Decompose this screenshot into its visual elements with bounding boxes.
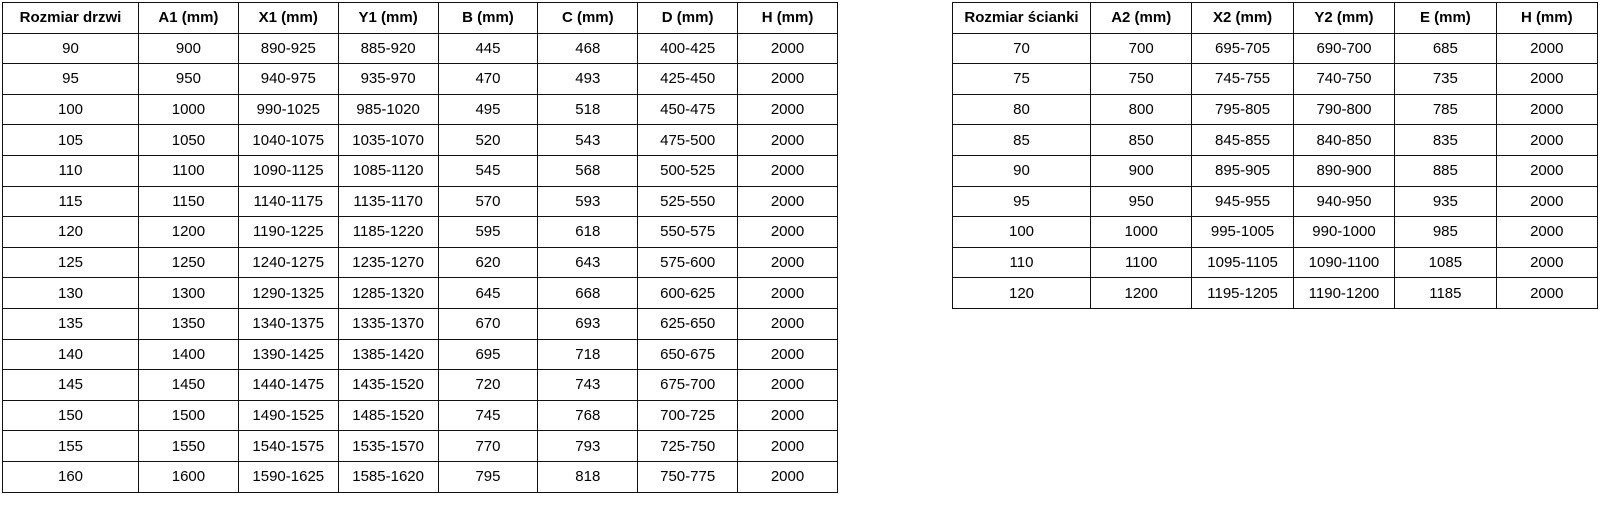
table-cell: 2000 <box>1496 94 1597 125</box>
table-cell: 1250 <box>139 247 239 278</box>
table-cell: 450-475 <box>638 94 738 125</box>
table-cell: 718 <box>538 339 638 370</box>
table-cell: 985-1020 <box>338 94 438 125</box>
table-row <box>3 400 838 431</box>
column-header: Y2 (mm) <box>1293 3 1394 34</box>
table-cell: 425-450 <box>638 64 738 95</box>
table-cell: 470 <box>438 64 538 95</box>
table-cell: 2000 <box>738 400 838 431</box>
table-cell: 1135-1170 <box>338 186 438 217</box>
table-cell: 1285-1320 <box>338 278 438 309</box>
table-cell: 1035-1070 <box>338 125 438 156</box>
table-cell: 645 <box>438 278 538 309</box>
table-cell: 618 <box>538 217 638 248</box>
table-row <box>3 461 838 492</box>
table-cell: 1040-1075 <box>238 125 338 156</box>
table-cell: 2000 <box>1496 217 1597 248</box>
column-header: D (mm) <box>638 3 738 34</box>
table-cell: 835 <box>1395 125 1496 156</box>
table-cell: 120 <box>953 278 1091 309</box>
table-cell: 2000 <box>738 125 838 156</box>
table-cell: 525-550 <box>638 186 738 217</box>
table-row <box>3 339 838 370</box>
table-cell: 1200 <box>139 217 239 248</box>
table-cell: 2000 <box>738 64 838 95</box>
table-cell: 2000 <box>738 308 838 339</box>
column-header: X1 (mm) <box>238 3 338 34</box>
table-cell: 1240-1275 <box>238 247 338 278</box>
table-cell: 2000 <box>738 247 838 278</box>
column-header: C (mm) <box>538 3 638 34</box>
table-cell: 670 <box>438 308 538 339</box>
table-row <box>3 431 838 462</box>
table-cell: 1300 <box>139 278 239 309</box>
table-cell: 2000 <box>738 339 838 370</box>
table-cell: 1185 <box>1395 278 1496 309</box>
table-cell: 1050 <box>139 125 239 156</box>
table-cell: 1540-1575 <box>238 431 338 462</box>
table-cell: 1600 <box>139 461 239 492</box>
table-cell: 1350 <box>139 308 239 339</box>
table-cell: 1090-1125 <box>238 155 338 186</box>
table-cell: 2000 <box>1496 247 1597 278</box>
table-cell: 1085-1120 <box>338 155 438 186</box>
table-cell: 785 <box>1395 94 1496 125</box>
table-cell: 818 <box>538 461 638 492</box>
table-cell: 1585-1620 <box>338 461 438 492</box>
table-cell: 1000 <box>139 94 239 125</box>
table-row <box>3 308 838 339</box>
table-cell: 2000 <box>738 217 838 248</box>
table-row <box>3 64 838 95</box>
table-cell: 725-750 <box>638 431 738 462</box>
table-row <box>953 155 1598 186</box>
table-cell: 155 <box>3 431 139 462</box>
table-cell: 735 <box>1395 64 1496 95</box>
table-cell: 543 <box>538 125 638 156</box>
door-size-table <box>2 2 838 493</box>
table-row <box>953 94 1598 125</box>
table-cell: 940-975 <box>238 64 338 95</box>
table-cell: 520 <box>438 125 538 156</box>
table-row <box>3 217 838 248</box>
table-cell: 2000 <box>1496 186 1597 217</box>
table-row <box>953 186 1598 217</box>
column-header: Y1 (mm) <box>338 3 438 34</box>
table-cell: 935-970 <box>338 64 438 95</box>
table-cell: 743 <box>538 370 638 401</box>
table-cell: 795 <box>438 461 538 492</box>
table-cell: 690-700 <box>1293 33 1394 64</box>
table-cell: 740-750 <box>1293 64 1394 95</box>
table-row <box>953 125 1598 156</box>
table-cell: 885 <box>1395 155 1496 186</box>
table-cell: 1440-1475 <box>238 370 338 401</box>
table-cell: 890-925 <box>238 33 338 64</box>
table-cell: 840-850 <box>1293 125 1394 156</box>
table-cell: 110 <box>3 155 139 186</box>
table-cell: 1385-1420 <box>338 339 438 370</box>
table-cell: 80 <box>953 94 1091 125</box>
table-cell: 935 <box>1395 186 1496 217</box>
table-cell: 945-955 <box>1192 186 1293 217</box>
table-cell: 895-905 <box>1192 155 1293 186</box>
table-cell: 2000 <box>738 186 838 217</box>
table-cell: 900 <box>139 33 239 64</box>
table-cell: 2000 <box>1496 125 1597 156</box>
table-cell: 793 <box>538 431 638 462</box>
wall-size-table <box>952 2 1598 309</box>
table-cell: 693 <box>538 308 638 339</box>
table-cell: 1550 <box>139 431 239 462</box>
table-cell: 750 <box>1091 64 1192 95</box>
table-cell: 1235-1270 <box>338 247 438 278</box>
column-header: Rozmiar drzwi <box>3 3 139 34</box>
table-cell: 1150 <box>139 186 239 217</box>
table-cell: 1500 <box>139 400 239 431</box>
column-header: E (mm) <box>1395 3 1496 34</box>
table-cell: 768 <box>538 400 638 431</box>
table-cell: 570 <box>438 186 538 217</box>
table-cell: 1090-1100 <box>1293 247 1394 278</box>
table-cell: 1095-1105 <box>1192 247 1293 278</box>
table-cell: 110 <box>953 247 1091 278</box>
table-cell: 70 <box>953 33 1091 64</box>
door-table-header-row <box>3 3 838 34</box>
table-row <box>3 155 838 186</box>
table-cell: 790-800 <box>1293 94 1394 125</box>
table-cell: 1195-1205 <box>1192 278 1293 309</box>
table-cell: 668 <box>538 278 638 309</box>
table-cell: 1100 <box>1091 247 1192 278</box>
table-cell: 445 <box>438 33 538 64</box>
column-header: H (mm) <box>1496 3 1597 34</box>
table-cell: 115 <box>3 186 139 217</box>
table-cell: 2000 <box>738 33 838 64</box>
table-cell: 2000 <box>1496 278 1597 309</box>
table-cell: 1190-1225 <box>238 217 338 248</box>
table-cell: 600-625 <box>638 278 738 309</box>
table-cell: 685 <box>1395 33 1496 64</box>
table-row <box>953 217 1598 248</box>
table-cell: 100 <box>3 94 139 125</box>
table-cell: 2000 <box>738 370 838 401</box>
table-cell: 518 <box>538 94 638 125</box>
table-cell: 105 <box>3 125 139 156</box>
table-cell: 90 <box>3 33 139 64</box>
table-cell: 770 <box>438 431 538 462</box>
table-cell: 120 <box>3 217 139 248</box>
table-cell: 1390-1425 <box>238 339 338 370</box>
column-header: B (mm) <box>438 3 538 34</box>
table-cell: 795-805 <box>1192 94 1293 125</box>
table-cell: 700 <box>1091 33 1192 64</box>
table-cell: 2000 <box>738 278 838 309</box>
table-cell: 1335-1370 <box>338 308 438 339</box>
table-cell: 720 <box>438 370 538 401</box>
table-row <box>953 278 1598 309</box>
table-cell: 1450 <box>139 370 239 401</box>
table-cell: 750-775 <box>638 461 738 492</box>
table-cell: 75 <box>953 64 1091 95</box>
table-cell: 145 <box>3 370 139 401</box>
table-row <box>3 370 838 401</box>
table-cell: 85 <box>953 125 1091 156</box>
table-cell: 845-855 <box>1192 125 1293 156</box>
table-row <box>953 33 1598 64</box>
table-row <box>3 186 838 217</box>
table-cell: 475-500 <box>638 125 738 156</box>
table-cell: 2000 <box>738 94 838 125</box>
table-cell: 100 <box>953 217 1091 248</box>
table-cell: 643 <box>538 247 638 278</box>
column-header: H (mm) <box>738 3 838 34</box>
table-cell: 1190-1200 <box>1293 278 1394 309</box>
table-cell: 140 <box>3 339 139 370</box>
table-cell: 550-575 <box>638 217 738 248</box>
table-cell: 2000 <box>738 431 838 462</box>
table-cell: 1100 <box>139 155 239 186</box>
table-cell: 800 <box>1091 94 1192 125</box>
table-cell: 1140-1175 <box>238 186 338 217</box>
table-cell: 1400 <box>139 339 239 370</box>
table-cell: 150 <box>3 400 139 431</box>
table-cell: 620 <box>438 247 538 278</box>
table-cell: 900 <box>1091 155 1192 186</box>
table-cell: 745 <box>438 400 538 431</box>
table-cell: 1535-1570 <box>338 431 438 462</box>
table-cell: 990-1025 <box>238 94 338 125</box>
table-cell: 160 <box>3 461 139 492</box>
column-header: A1 (mm) <box>139 3 239 34</box>
table-cell: 1490-1525 <box>238 400 338 431</box>
table-cell: 1085 <box>1395 247 1496 278</box>
table-cell: 125 <box>3 247 139 278</box>
table-cell: 695-705 <box>1192 33 1293 64</box>
table-cell: 2000 <box>1496 33 1597 64</box>
table-row <box>953 247 1598 278</box>
table-cell: 885-920 <box>338 33 438 64</box>
table-cell: 1200 <box>1091 278 1192 309</box>
table-row <box>953 64 1598 95</box>
table-cell: 2000 <box>1496 155 1597 186</box>
table-cell: 950 <box>139 64 239 95</box>
table-cell: 493 <box>538 64 638 95</box>
table-cell: 400-425 <box>638 33 738 64</box>
table-cell: 700-725 <box>638 400 738 431</box>
table-cell: 890-900 <box>1293 155 1394 186</box>
table-row <box>3 125 838 156</box>
table-cell: 95 <box>3 64 139 95</box>
table-cell: 1435-1520 <box>338 370 438 401</box>
table-cell: 650-675 <box>638 339 738 370</box>
table-cell: 625-650 <box>638 308 738 339</box>
table-cell: 568 <box>538 155 638 186</box>
table-cell: 2000 <box>1496 64 1597 95</box>
table-cell: 90 <box>953 155 1091 186</box>
table-cell: 695 <box>438 339 538 370</box>
table-cell: 595 <box>438 217 538 248</box>
column-header: X2 (mm) <box>1192 3 1293 34</box>
table-cell: 745-755 <box>1192 64 1293 95</box>
wall-table-header-row <box>953 3 1598 34</box>
table-cell: 500-525 <box>638 155 738 186</box>
table-row <box>3 247 838 278</box>
table-row <box>3 94 838 125</box>
table-cell: 130 <box>3 278 139 309</box>
table-cell: 1340-1375 <box>238 308 338 339</box>
table-cell: 950 <box>1091 186 1192 217</box>
table-cell: 495 <box>438 94 538 125</box>
table-cell: 468 <box>538 33 638 64</box>
table-cell: 1185-1220 <box>338 217 438 248</box>
column-header: A2 (mm) <box>1091 3 1192 34</box>
table-cell: 850 <box>1091 125 1192 156</box>
table-cell: 2000 <box>738 155 838 186</box>
table-cell: 995-1005 <box>1192 217 1293 248</box>
table-row <box>3 33 838 64</box>
table-cell: 1485-1520 <box>338 400 438 431</box>
table-cell: 985 <box>1395 217 1496 248</box>
table-cell: 95 <box>953 186 1091 217</box>
table-cell: 593 <box>538 186 638 217</box>
table-cell: 135 <box>3 308 139 339</box>
table-cell: 545 <box>438 155 538 186</box>
table-cell: 675-700 <box>638 370 738 401</box>
table-cell: 940-950 <box>1293 186 1394 217</box>
table-row <box>3 278 838 309</box>
column-header: Rozmiar ścianki <box>953 3 1091 34</box>
table-cell: 1590-1625 <box>238 461 338 492</box>
table-cell: 575-600 <box>638 247 738 278</box>
table-cell: 990-1000 <box>1293 217 1394 248</box>
table-cell: 1290-1325 <box>238 278 338 309</box>
table-cell: 2000 <box>738 461 838 492</box>
table-cell: 1000 <box>1091 217 1192 248</box>
